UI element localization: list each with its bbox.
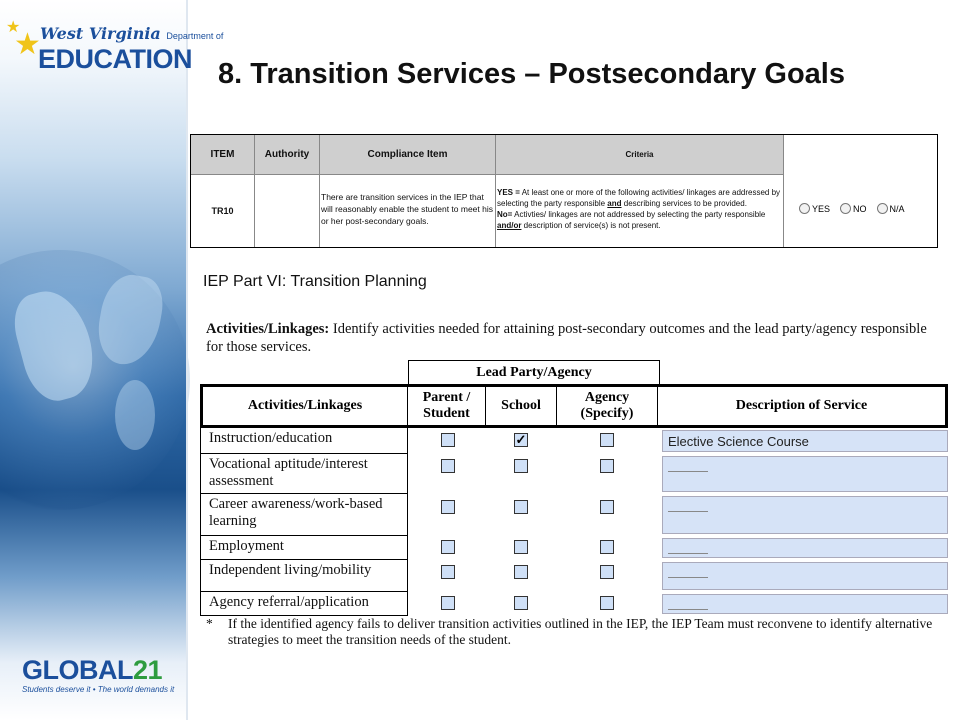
cell-compliance-item: There are transition services in the IEP that will reasonably enable the student to meet his or her post-secondary goals. [320,175,496,247]
sidebar-divider [186,0,188,720]
col-parent-student: Parent / Student [408,387,486,425]
radio-no[interactable]: NO [840,203,867,214]
checkbox-school[interactable] [514,565,528,579]
checkbox-agency[interactable] [600,596,614,610]
global21-logo: GLOBAL21 Students deserve it • The world demands it [22,655,182,700]
checkbox-agency[interactable] [600,459,614,473]
checkbox-school[interactable] [514,459,528,473]
cell-criteria: YES = At least one or more of the following activities/ linkages are addressed by selecting the party responsible and describing services to be provided. No= Activties/ linkages are not addressed by selecting the party responsible and/or description of service(s) is not present. [496,175,784,247]
activity-row [200,428,950,454]
continent-shape [115,380,155,450]
sidebar-background [0,0,186,720]
checkbox-school[interactable] [514,540,528,554]
col-description: Description of Service [735,398,868,413]
activity-label: Agency referral/application [200,592,408,616]
col-agency: Agency (Specify) [557,387,658,425]
activity-label: Independent living/mobility [200,560,408,592]
section-label: IEP Part VI: Transition Planning [203,273,427,290]
activity-row [200,592,950,616]
star-icon: ★ [14,28,41,61]
logo-state-name: West Virginia Department of [40,24,224,43]
checkbox-parent[interactable] [441,540,455,554]
activity-label: Career awareness/work-based learning [200,494,408,536]
checkbox-school[interactable]: ✓ [515,432,527,447]
description-field[interactable] [662,594,948,614]
activity-row [200,494,950,536]
lead-party-header: Lead Party/Agency [408,360,660,385]
cell-authority [255,175,320,247]
activity-row [200,536,950,560]
cell-item: TR10 [191,175,255,247]
activity-label: Instruction/education [200,428,408,454]
checkbox-agency[interactable] [600,540,614,554]
globe-graphic [0,250,190,510]
activities-intro: Activities/Linkages: Identify activities needed for attaining post-secondary outcomes and the lead party/agency responsible for those services. [206,321,927,355]
activity-row [200,454,950,494]
description-field[interactable] [662,562,948,590]
activity-row [200,560,950,592]
description-field[interactable] [662,456,948,492]
compliance-radio-group [799,203,939,214]
description-field[interactable]: Elective Science Course [662,430,948,452]
checkbox-parent[interactable] [441,500,455,514]
checkbox-agency[interactable] [600,565,614,579]
activity-label: Employment [200,536,408,560]
col-activities: Activities/Linkages [203,387,408,425]
checkbox-parent[interactable] [441,565,455,579]
wv-education-logo [6,19,224,80]
global21-tagline: Students deserve it • The world demands it [22,685,175,694]
radio-na[interactable]: N/A [877,203,905,214]
description-field[interactable] [662,538,948,558]
header-item: ITEM [191,135,255,175]
header-authority: Authority [255,135,320,175]
activities-header-row [200,384,948,428]
page-title: 8. Transition Services – Postsecondary Goals [218,58,845,90]
radio-yes[interactable]: YES [799,203,830,214]
header-compliance-item: Compliance Item [320,135,496,175]
checkbox-agency[interactable] [600,433,614,447]
checkbox-parent[interactable] [441,433,455,447]
checkbox-school[interactable] [514,500,528,514]
description-field[interactable] [662,496,948,534]
header-criteria: Criteria [496,135,784,175]
compliance-table [190,134,938,248]
star-icon: ★ [6,19,21,36]
footnote: * If the identified agency fails to deliver transition activities outlined in the IEP, the IEP Team must reconvene to identify alternative strategies to meet the transition needs of the student. [206,616,933,647]
activity-label: Vocational aptitude/interest assessment [200,454,408,494]
checkbox-school[interactable] [514,596,528,610]
checkbox-parent[interactable] [441,459,455,473]
logo-education-word: EDUCATION [38,44,192,74]
checkbox-parent[interactable] [441,596,455,610]
col-school: School [486,387,557,425]
checkbox-agency[interactable] [600,500,614,514]
